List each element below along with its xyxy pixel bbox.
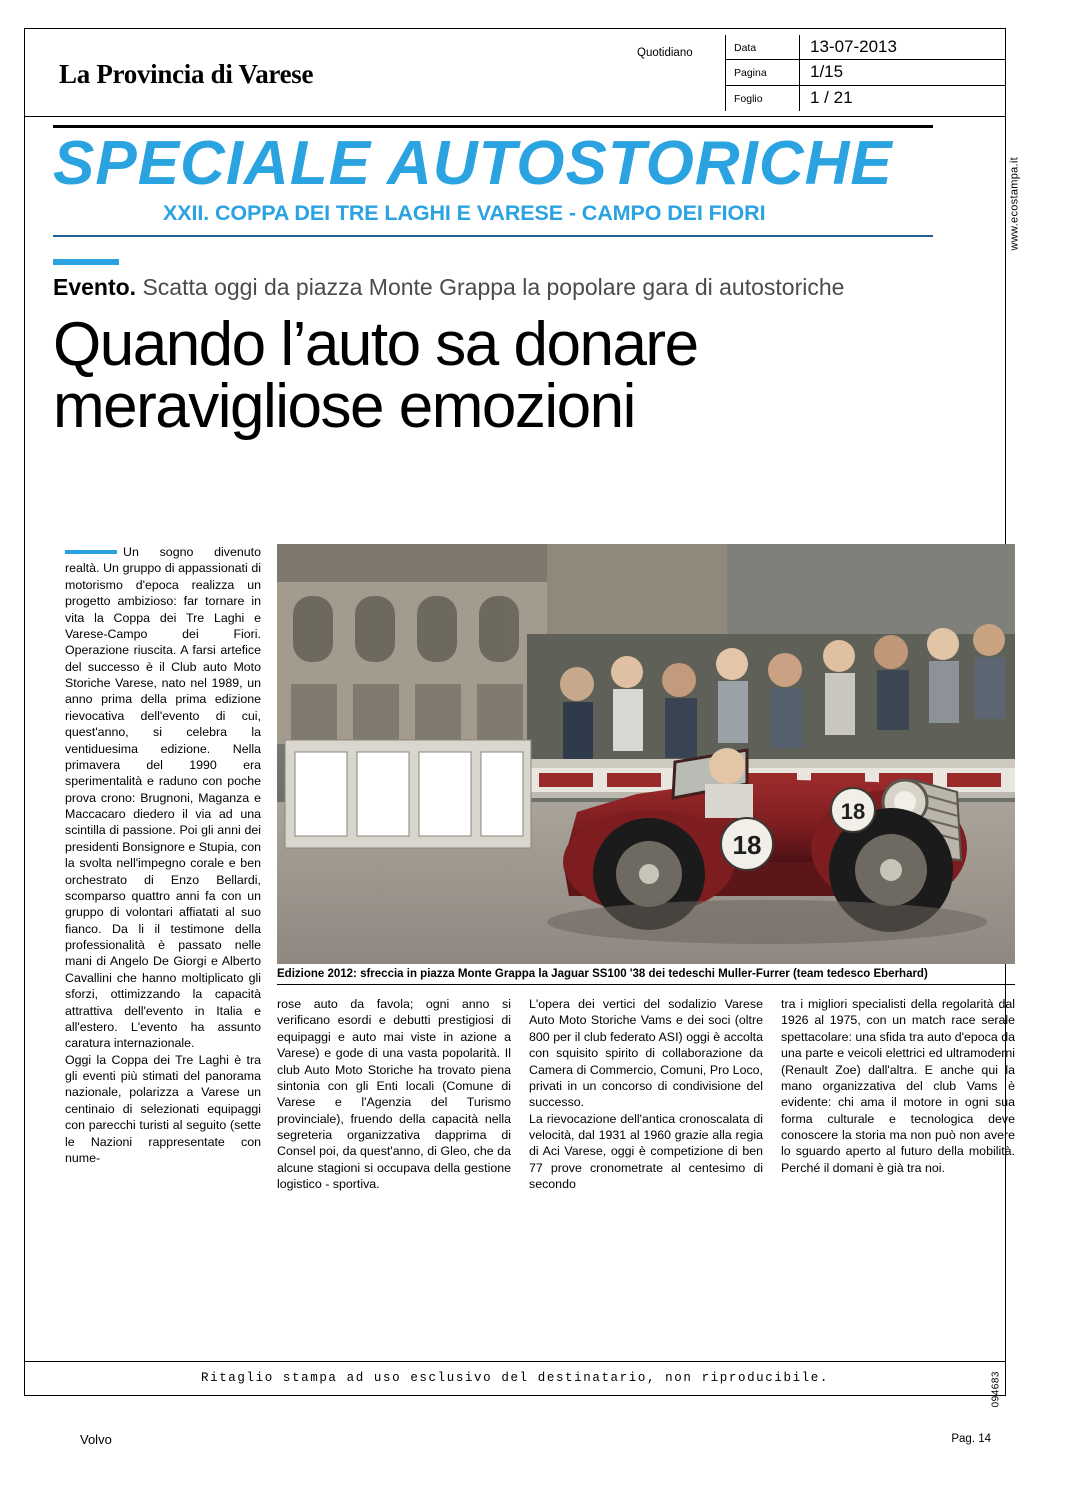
headline xyxy=(53,310,953,441)
meta-row-pagina xyxy=(726,60,1005,85)
rule-bottom xyxy=(53,235,933,237)
newspaper-title: La Provincia di Varese xyxy=(59,59,314,89)
footer-keyword: Volvo xyxy=(80,1432,112,1447)
car-number-left: 18 xyxy=(732,830,762,860)
meta-value-pagina: 1/15 xyxy=(810,62,844,82)
body-text-4: tra i migliori specialisti della regolarità dal 1926 al 1975, con un match race serale spettacolare: una sfida tra auto d'epoca da una parte e veicoli elettrici ed ultramoderni (Renault Zoe) dall'altra. E anche qui la mano organizzativa del club Vams è evidente: chi ama il motore in ogni sua forma culturale e tecnologica deve conoscere la storia ma non può non avere lo sguardo aperto al futuro della mobilità. Perché il domani è già tra noi. xyxy=(781,997,1015,1175)
kicker-label: Evento. xyxy=(53,274,137,300)
ecostampa-url: www.ecostampa.it xyxy=(1008,157,1020,251)
body-column-2 xyxy=(277,996,511,1193)
meta-row-foglio xyxy=(726,86,1005,111)
body-paragraph-2: Oggi la Coppa dei Tre Laghi è tra gli eventi più stimati del panorama nazionale, polarizza a Varese un centinaio di selezionati equipaggi con parecchi turisti al seguito (sette le Nazioni rappresentate con nume- xyxy=(65,1052,261,1165)
body-column-4 xyxy=(781,996,1015,1193)
article-photo xyxy=(277,544,1015,964)
body-text-1: Un sogno divenuto realtà. Un gruppo di appassionati di motorismo d'epoca realizza un progetto ambizioso: far tornare in vita la Coppa dei Tre Laghi e Varese-Campo dei Fiori. Operazione riuscita. A farsi artefice del successo è il Club auto Moto Storiche Varese, nato nel 1989, un anno prima della prima edizione rievocativa dell'evento di cui, quest'anno, si celebra la ventiduesima edizione. Nella primavera del 1990 era sperimentalità e raduno con poche prova crono: Brugnoni, Maganza e Maccacaro diedero il via ad una scintilla di passione. Poi gli anni dei presidenti Bonsignore e Stupia, con la svolta nell'impegno corale e ben orchestrato di Enzo Bellardi, scomparso quattro anni fa con un gruppo di volontari affiatati al suo fianco. Da li il testimone della professionalità è passato nelle mani di Angelo De Giorgi e Alberto Cavallini che hanno moltiplicato gli sforzi, ottimizzando la capacità attrattiva dell'evento in Italia e all'estero. L'evento ha assunto caratura internazionale. xyxy=(65,545,261,1051)
meta-value-data: 13-07-2013 xyxy=(810,37,897,56)
meta-key-foglio: Foglio xyxy=(734,92,763,105)
body-paragraph-1 xyxy=(65,544,261,1052)
kicker-accent-bar xyxy=(53,259,119,265)
kicker-block xyxy=(53,259,953,300)
footer-page-number: Pag. 14 xyxy=(951,1433,991,1445)
rule-top xyxy=(53,125,933,128)
publication-kind-label: Quotidiano xyxy=(637,47,693,59)
kicker-line xyxy=(53,274,953,300)
meta-divider xyxy=(799,86,800,111)
body-lower-columns xyxy=(277,996,1017,1193)
body-text-2: rose auto da favola; ogni anno si verificano esordi e debutti prestigiosi di equipaggi e auto mai viste in azione a Varese) e gode di una vasta popolarità. Il club Auto Moto Storiche ha trovato piena sintonia con gli Enti locali (Comune di Varese e l'Agenzia del Turismo provinciale), fruendo della capacità nella segreteria organizzativa dapprima di Consel poi, da quest'anno, di Gleo, che da alcune stagioni si occupava della gestione logistico - sportiva. xyxy=(277,997,511,1192)
paragraph-accent-bar xyxy=(65,550,117,554)
body-column-1 xyxy=(65,544,261,1166)
headline-line-2: meravigliose emozioni xyxy=(53,371,635,441)
kicker-text: Scatta oggi da piazza Monte Grappa la popolare gara di autostoriche xyxy=(142,274,845,300)
special-section-subtitle: XXII. COPPA DEI TRE LAGHI E VARESE - CAMPO DEI FIORI xyxy=(163,201,766,225)
ritaglio-notice: Ritaglio stampa ad uso esclusivo del destinatario, non riproducibile. xyxy=(25,1361,1005,1395)
photo-illustration xyxy=(277,544,1015,964)
body-text-3b: La rievocazione dell'antica cronoscalata di velocità, dal 1931 al 1960 grazie alla regia di Aci Varese, oggi è competizione di ben 77 prove cronometrate al centesimo di secondo xyxy=(529,1111,763,1192)
special-section-title: SPECIALE AUTOSTORICHE xyxy=(53,129,893,198)
press-clipping-frame xyxy=(24,28,1020,1408)
article-content xyxy=(53,125,953,441)
meta-value-foglio: 1 / 21 xyxy=(810,87,853,107)
clipping-code: 094683 xyxy=(990,1371,1001,1408)
meta-row-data xyxy=(726,35,1005,60)
meta-key-data: Data xyxy=(734,42,757,54)
body-column-3 xyxy=(529,996,763,1193)
headline-line-1: Quando l’auto sa donare xyxy=(53,310,698,380)
meta-divider xyxy=(799,35,800,59)
photo-caption: Edizione 2012: sfreccia in piazza Monte Grappa la Jaguar SS100 '38 dei tedeschi Muller-Furrer (team tedesco Eberhard) xyxy=(277,968,1015,985)
masthead xyxy=(25,29,1005,117)
meta-divider xyxy=(799,60,800,84)
car-number-hood: 18 xyxy=(840,799,866,824)
clipping-meta-box xyxy=(725,35,1005,111)
meta-key-pagina: Pagina xyxy=(734,67,767,80)
body-text-3a: L'opera dei vertici del sodalizio Varese Auto Moto Storiche Vams e dei soci (oltre 800 per il club federato ASI) oggi è accolta con squisito spirito di collaborazione da Camera di Commercio, Comuni, Pro Loco, privati in un concorso di condivisione del successo. xyxy=(529,997,763,1110)
